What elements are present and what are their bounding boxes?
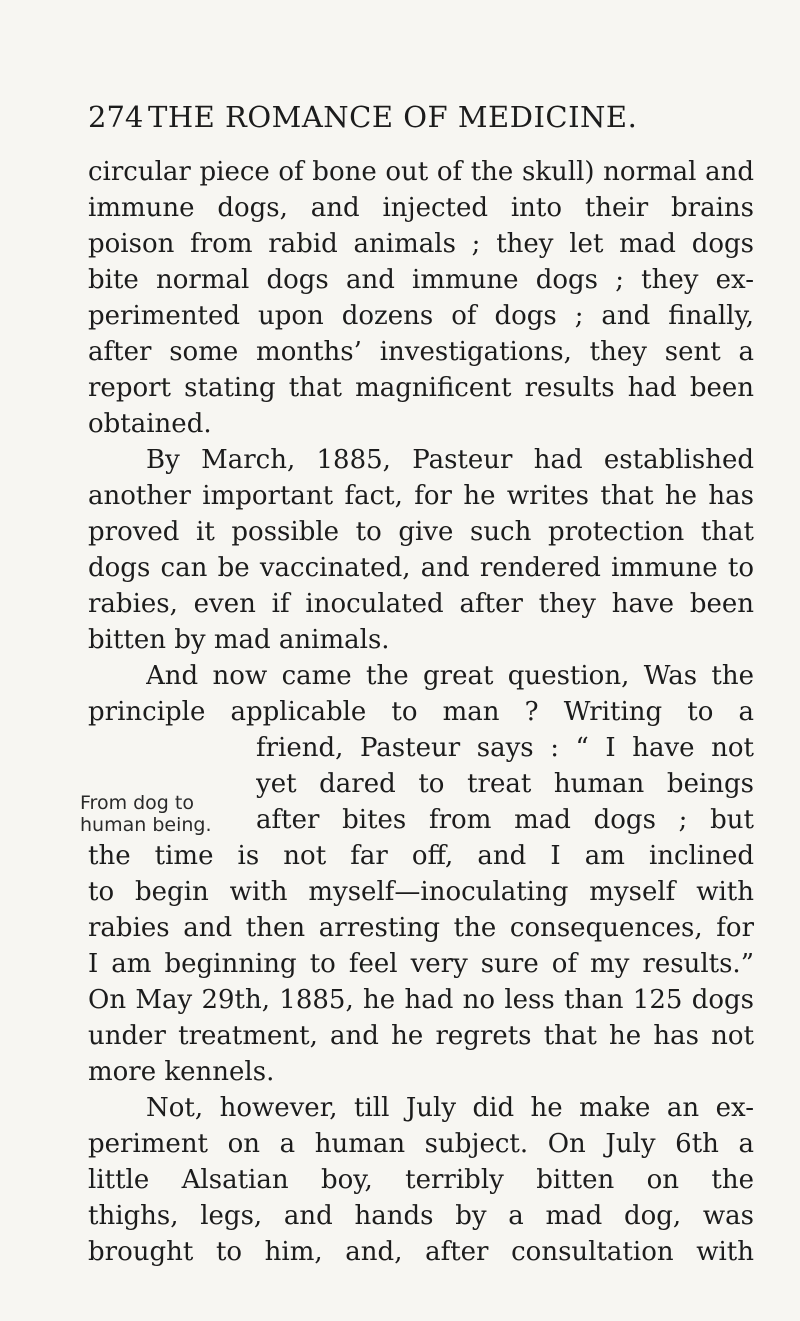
page-number: 274	[88, 100, 144, 134]
text-line: poison from rabid animals ; they let mad dogs	[88, 229, 754, 259]
text-line: report stating that magnificent results had been	[88, 373, 754, 403]
text-line: bite normal dogs and immune dogs ; they ex-	[88, 265, 754, 295]
margin-note	[80, 792, 212, 836]
text-line: perimented upon dozens of dogs ; and finally,	[88, 301, 754, 331]
text-line: rabies and then arresting the consequences, for	[88, 913, 754, 943]
text-line: dogs can be vaccinated, and rendered immune to	[88, 553, 754, 583]
text-line: friend, Pasteur says : “ I have not	[256, 733, 754, 763]
running-title: THE ROMANCE OF MEDICINE.	[148, 100, 638, 134]
margin-note-line: From dog to	[80, 792, 194, 814]
text-line: periment on a human subject. On July 6th a	[88, 1129, 754, 1159]
text-line: under treatment, and he regrets that he has not	[88, 1021, 754, 1051]
text-line: after bites from mad dogs ; but	[256, 805, 754, 835]
text-line: another important fact, for he writes that he has	[88, 481, 754, 511]
paragraph-start-line: And now came the great question, Was the	[146, 661, 754, 691]
text-line: circular piece of bone out of the skull) normal and	[88, 157, 754, 187]
text-line: bitten by mad animals.	[88, 625, 390, 655]
text-line: little Alsatian boy, terribly bitten on the	[88, 1165, 754, 1195]
text-line: yet dared to treat human beings	[256, 769, 754, 799]
text-line: proved it possible to give such protection that	[88, 517, 754, 547]
text-line: brought to him, and, after consultation with	[88, 1237, 754, 1267]
text-line: I am beginning to feel very sure of my results.”	[88, 949, 754, 979]
running-header	[88, 100, 748, 140]
text-line: On May 29th, 1885, he had no less than 125 dogs	[88, 985, 754, 1015]
margin-note-line: human being.	[80, 814, 212, 836]
text-line: principle applicable to man ? Writing to a	[88, 697, 754, 727]
text-line: immune dogs, and injected into their brains	[88, 193, 754, 223]
text-line: obtained.	[88, 409, 212, 439]
text-line: thighs, legs, and hands by a mad dog, was	[88, 1201, 754, 1231]
text-line: the time is not far off, and I am inclined	[88, 841, 754, 871]
text-line: rabies, even if inoculated after they have been	[88, 589, 754, 619]
text-line: after some months’ investigations, they sent a	[88, 337, 754, 367]
text-line: more kennels.	[88, 1057, 275, 1087]
paragraph-start-line: Not, however, till July did he make an ex-	[146, 1093, 754, 1123]
text-line: to begin with myself—inoculating myself with	[88, 877, 754, 907]
paragraph-start-line: By March, 1885, Pasteur had established	[146, 445, 754, 475]
